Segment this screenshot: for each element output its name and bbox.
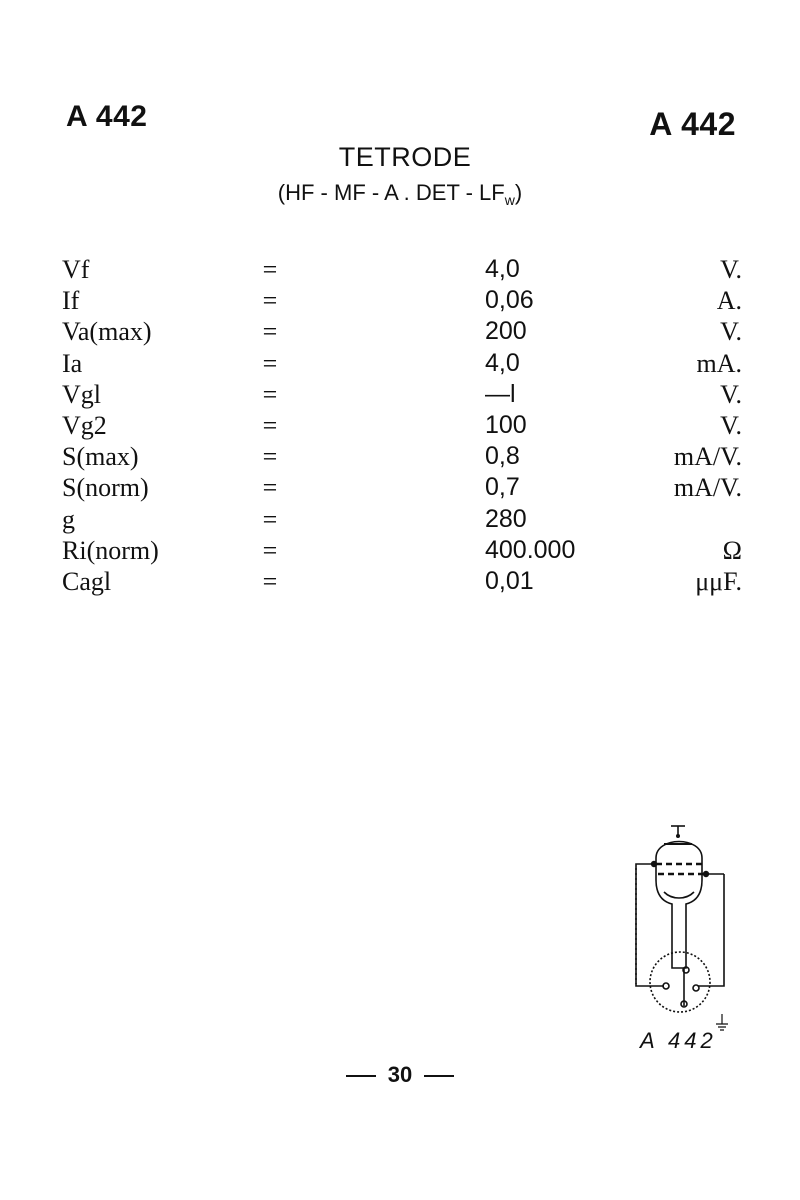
spec-row — [62, 504, 742, 535]
spec-row — [62, 379, 742, 410]
spec-row — [62, 285, 742, 316]
spec-name: Ia — [62, 348, 83, 378]
spec-unit: A. — [716, 286, 742, 316]
spec-unit: V. — [720, 410, 742, 440]
spec-unit: mA/V. — [673, 442, 742, 472]
spec-row — [62, 316, 742, 347]
spec-equals: = — [262, 535, 278, 565]
spec-name: S(max) — [62, 442, 139, 472]
spec-equals: = — [262, 442, 278, 472]
subtitle-close: ) — [514, 180, 523, 205]
spec-equals: = — [262, 566, 278, 596]
page-title: TETRODE — [338, 142, 472, 172]
tube-code-right: A 442 — [649, 106, 736, 142]
tube-schematic-diagram — [628, 818, 738, 1058]
page-number-value: 30 — [387, 1062, 413, 1087]
spec-value: 4,0 — [485, 348, 520, 377]
spec-unit: mA/V. — [673, 473, 742, 503]
spec-equals: = — [262, 473, 278, 503]
spec-row — [62, 441, 742, 472]
spec-name: Vgl — [62, 379, 101, 409]
spec-row — [62, 566, 742, 597]
spec-name: g — [62, 504, 75, 534]
spec-equals: = — [262, 379, 278, 409]
page-number — [0, 1062, 800, 1088]
spec-unit: mA. — [696, 348, 742, 378]
spec-equals: = — [262, 286, 278, 316]
spec-value: 280 — [485, 504, 527, 533]
spec-value: 0,8 — [485, 442, 520, 471]
spec-name: Vf — [62, 255, 90, 284]
page-subtitle — [0, 180, 800, 208]
page-number-dash-left — [346, 1075, 376, 1077]
spec-table — [62, 254, 742, 597]
spec-row — [62, 254, 742, 285]
subtitle-subscript: w — [504, 192, 515, 208]
spec-equals: = — [262, 255, 278, 284]
spec-name: S(norm) — [62, 473, 149, 503]
spec-unit: μμF. — [695, 566, 742, 596]
spec-value: 4,0 — [485, 255, 520, 283]
spec-value: 0,06 — [485, 286, 534, 315]
spec-equals: = — [262, 348, 278, 378]
spec-equals: = — [262, 317, 278, 347]
spec-row — [62, 472, 742, 503]
spec-value: 0,7 — [485, 473, 520, 502]
tube-code-left: A 442 — [66, 100, 148, 133]
spec-name: Va(max) — [62, 317, 152, 347]
spec-value: —l — [485, 379, 516, 408]
spec-name: Ri(norm) — [62, 535, 159, 565]
spec-row — [62, 348, 742, 379]
spec-name: Vg2 — [62, 410, 107, 440]
spec-unit: V. — [720, 317, 742, 347]
page-number-dash-right — [424, 1075, 454, 1077]
spec-equals: = — [262, 504, 278, 534]
subtitle-main: (HF - MF - A . DET - LF — [277, 180, 505, 205]
spec-unit: Ω — [722, 535, 742, 565]
spec-equals: = — [262, 410, 278, 440]
spec-name: If — [62, 286, 80, 316]
spec-value: 0,01 — [485, 566, 534, 595]
spec-value: 100 — [485, 410, 527, 439]
spec-name: Cagl — [62, 566, 112, 596]
spec-unit: V. — [720, 255, 742, 284]
spec-value: 200 — [485, 317, 527, 346]
spec-value: 400.000 — [485, 535, 576, 564]
spec-unit: V. — [720, 379, 742, 409]
diagram-label: A 442 — [640, 1028, 717, 1053]
spec-row — [62, 535, 742, 566]
spec-row — [62, 410, 742, 441]
